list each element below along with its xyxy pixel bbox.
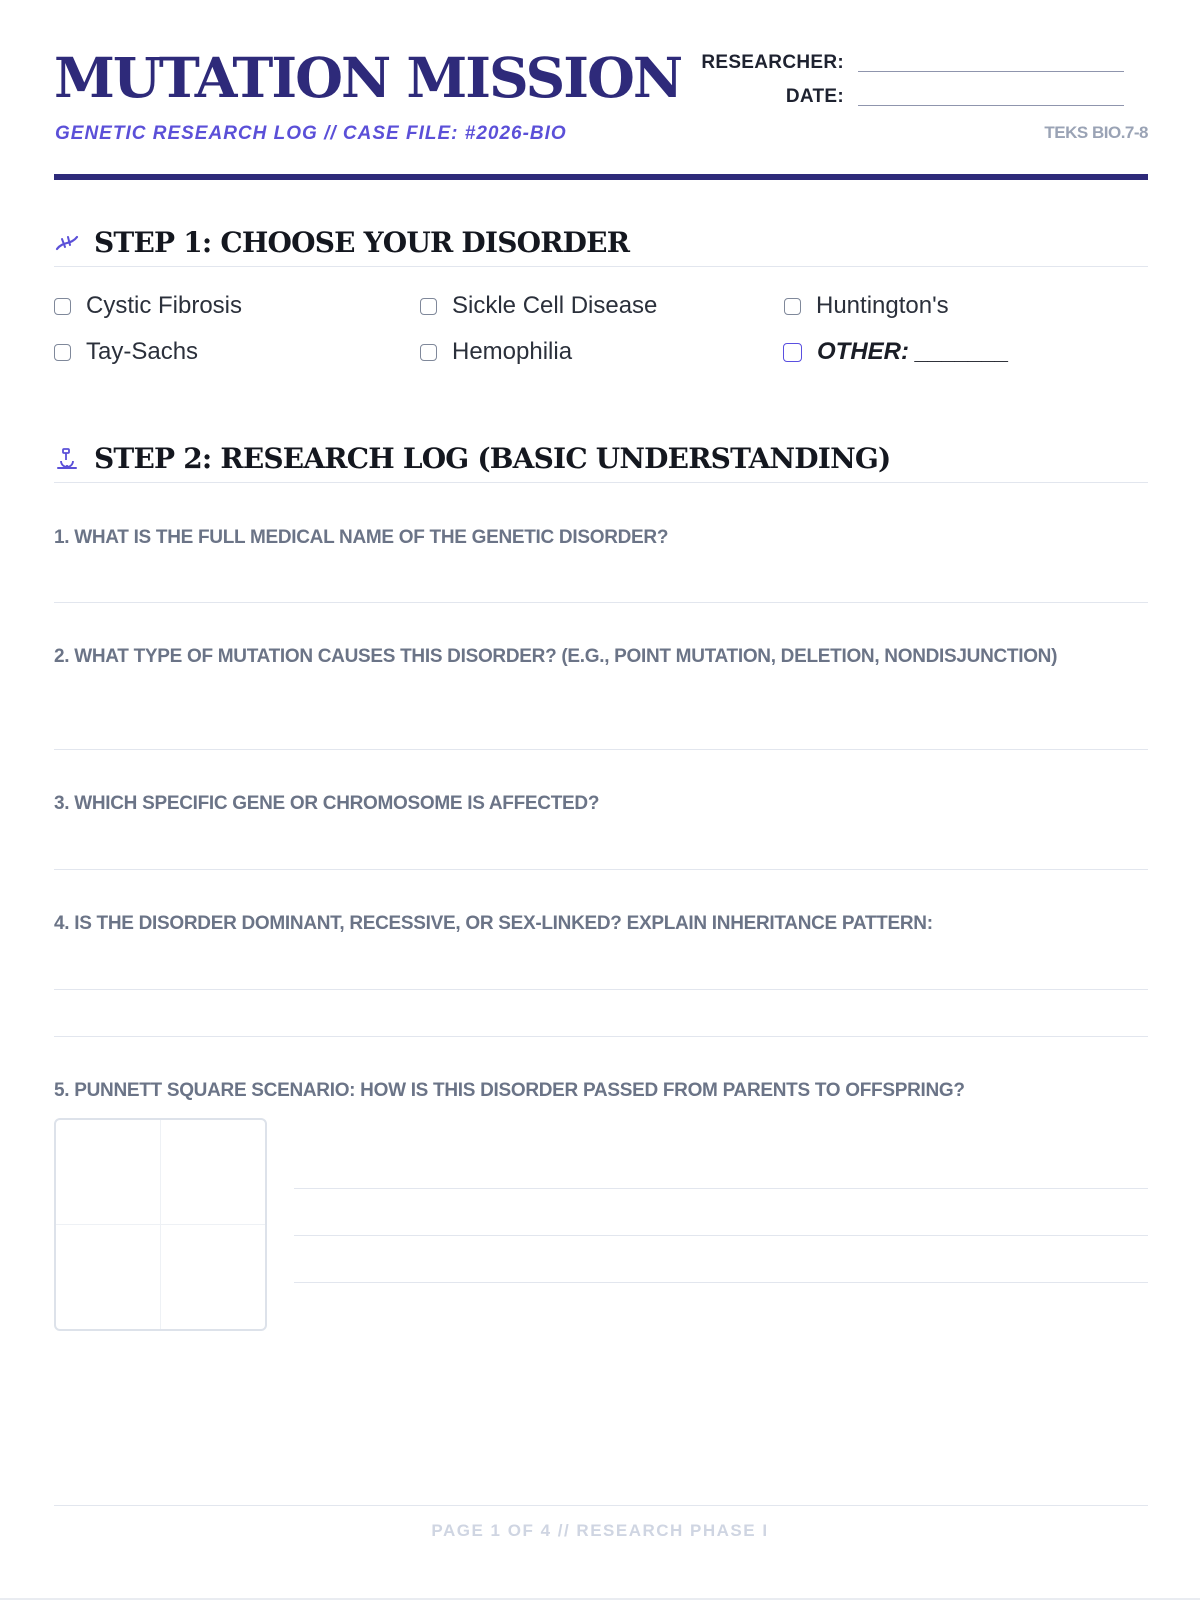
question-2: 2. WHAT TYPE OF MUTATION CAUSES THIS DISORDER? (E.G., POINT MUTATION, DELETION, NONDISJUNCTION) (54, 646, 1058, 667)
checkbox[interactable] (54, 298, 71, 315)
checkbox[interactable] (420, 344, 437, 361)
option-label: OTHER: _______ (817, 338, 1010, 365)
question-3: 3. WHICH SPECIFIC GENE OR CHROMOSOME IS AFFECTED? (54, 793, 600, 814)
header-divider (54, 174, 1148, 180)
researcher-row (684, 52, 1124, 74)
researcher-label: RESEARCHER: (701, 52, 844, 73)
answer-line[interactable] (54, 989, 1148, 990)
checkbox[interactable] (420, 298, 437, 315)
step1-header (54, 226, 1148, 267)
option-sickle-cell[interactable] (420, 292, 657, 320)
step1-title: STEP 1: CHOOSE YOUR DISORDER (94, 226, 630, 259)
answer-line[interactable] (54, 749, 1148, 750)
microscope-icon (54, 446, 80, 472)
dna-icon (54, 230, 80, 256)
option-hemophilia[interactable] (420, 338, 572, 366)
option-cystic-fibrosis[interactable] (54, 292, 242, 320)
option-label: Huntington's (816, 292, 949, 319)
punnett-cell[interactable] (56, 1225, 161, 1330)
answer-line[interactable] (294, 1188, 1148, 1189)
page-subtitle: GENETIC RESEARCH LOG // CASE FILE: #2026-BIO (55, 123, 567, 144)
answer-line[interactable] (54, 1036, 1148, 1037)
option-tay-sachs[interactable] (54, 338, 198, 366)
question-1: 1. WHAT IS THE FULL MEDICAL NAME OF THE GENETIC DISORDER? (54, 527, 669, 548)
answer-line[interactable] (294, 1282, 1148, 1283)
option-label: Cystic Fibrosis (86, 292, 243, 319)
step2-title: STEP 2: RESEARCH LOG (BASIC UNDERSTANDING) (94, 442, 891, 475)
option-huntingtons[interactable] (784, 292, 949, 320)
page-title: MUTATION MISSION (54, 45, 682, 110)
checkbox[interactable] (784, 298, 801, 315)
question-4: 4. IS THE DISORDER DOMINANT, RECESSIVE, OR SEX-LINKED? EXPLAIN INHERITANCE PATTERN: (54, 913, 933, 934)
date-row (684, 86, 1124, 108)
punnett-square[interactable] (54, 1118, 267, 1331)
date-label: DATE: (785, 86, 844, 107)
checkbox[interactable] (783, 343, 802, 362)
date-field[interactable] (858, 105, 1124, 106)
checkbox[interactable] (54, 344, 71, 361)
option-label: Sickle Cell Disease (452, 292, 658, 319)
punnett-cell[interactable] (161, 1225, 266, 1330)
answer-line[interactable] (294, 1235, 1148, 1236)
question-5: 5. PUNNETT SQUARE SCENARIO: HOW IS THIS DISORDER PASSED FROM PARENTS TO OFFSPRING? (54, 1080, 965, 1101)
option-other[interactable] (783, 338, 1009, 366)
teks-code: TEKS BIO.7-8 (1044, 123, 1148, 142)
answer-line[interactable] (54, 602, 1148, 603)
researcher-field[interactable] (858, 71, 1124, 72)
punnett-cell[interactable] (161, 1120, 266, 1225)
footer-divider (54, 1505, 1148, 1506)
answer-line[interactable] (54, 869, 1148, 870)
punnett-cell[interactable] (56, 1120, 161, 1225)
step2-header (54, 442, 1148, 483)
option-label: Hemophilia (452, 338, 573, 365)
option-label: Tay-Sachs (86, 338, 199, 365)
page-footer: PAGE 1 OF 4 // RESEARCH PHASE I (431, 1521, 769, 1540)
